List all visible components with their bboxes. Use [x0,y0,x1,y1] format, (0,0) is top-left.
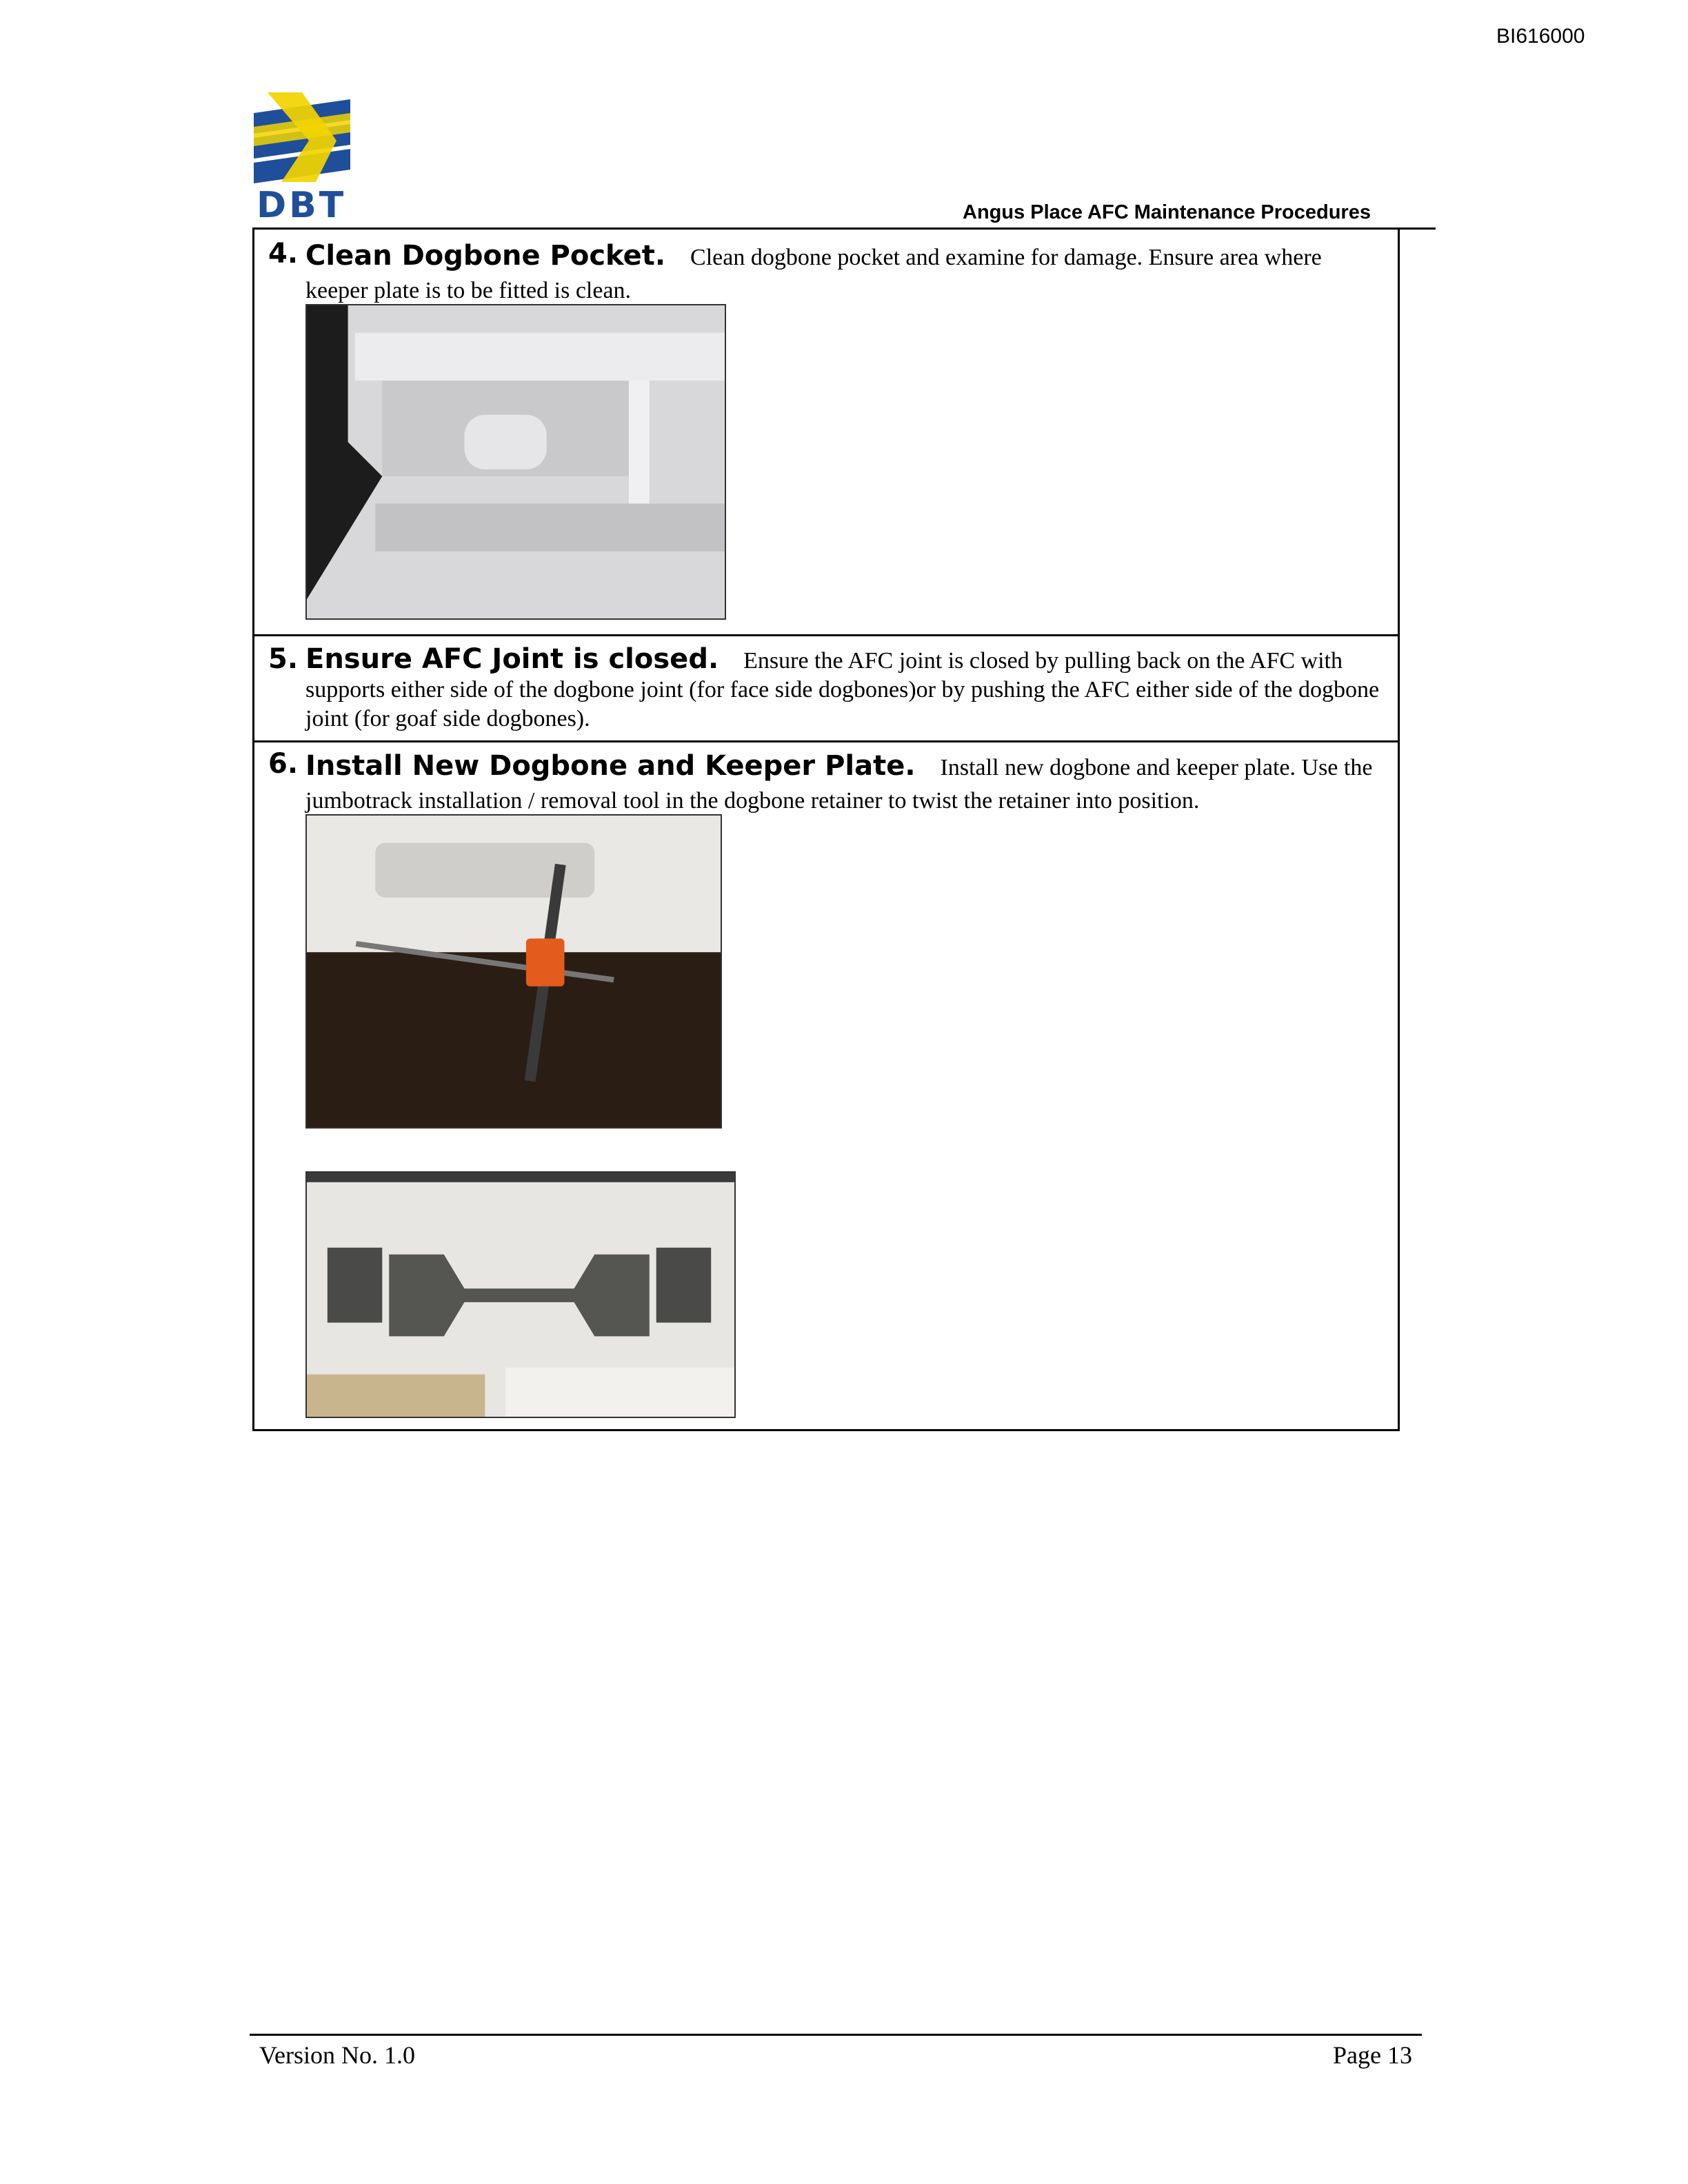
step-4-body: Clean dogbone pocket and examine for damage. Ensure area where keeper plate is to be fitted is clean. [305,245,1322,303]
step-5-body: Ensure the AFC joint is closed by pulling back on the AFC with supports either side of the dogbone joint (for face side dogbones)or by pushing the AFC either side of the dogbone joint (for goaf side dogbones). [305,648,1380,731]
step-6-body: Install new dogbone and keeper plate. Use the jumbotrack installation / removal tool in the dogbone retainer to twist the retainer into position. [305,755,1373,813]
row-separator [254,740,1398,742]
logo-text: DBT [257,185,347,226]
step-6-number: 6. [268,748,299,780]
installation-tool-photo [305,814,722,1129]
header-title: Angus Place AFC Maintenance Procedures [963,201,1371,223]
procedure-table [252,230,1400,1431]
version-number: Version No. 1.0 [259,2041,415,2069]
row-separator [254,634,1398,636]
dogbone-fitted-photo [305,1171,736,1418]
step-4-title: Clean Dogbone Pocket. [305,240,666,272]
page-number: Page 13 [1333,2041,1412,2069]
step-4-number: 4. [268,238,299,270]
footer-rule [250,2034,1422,2036]
step-5-text [305,645,1388,734]
step-5-title: Ensure AFC Joint is closed. [305,643,719,675]
step-6-title: Install New Dogbone and Keeper Plate. [305,750,916,782]
document-id: BI616000 [1496,25,1585,48]
step-4-text [305,239,1388,307]
step-6-text [305,749,1388,818]
dogbone-pocket-photo [305,304,726,620]
step-5-number: 5. [268,643,299,675]
